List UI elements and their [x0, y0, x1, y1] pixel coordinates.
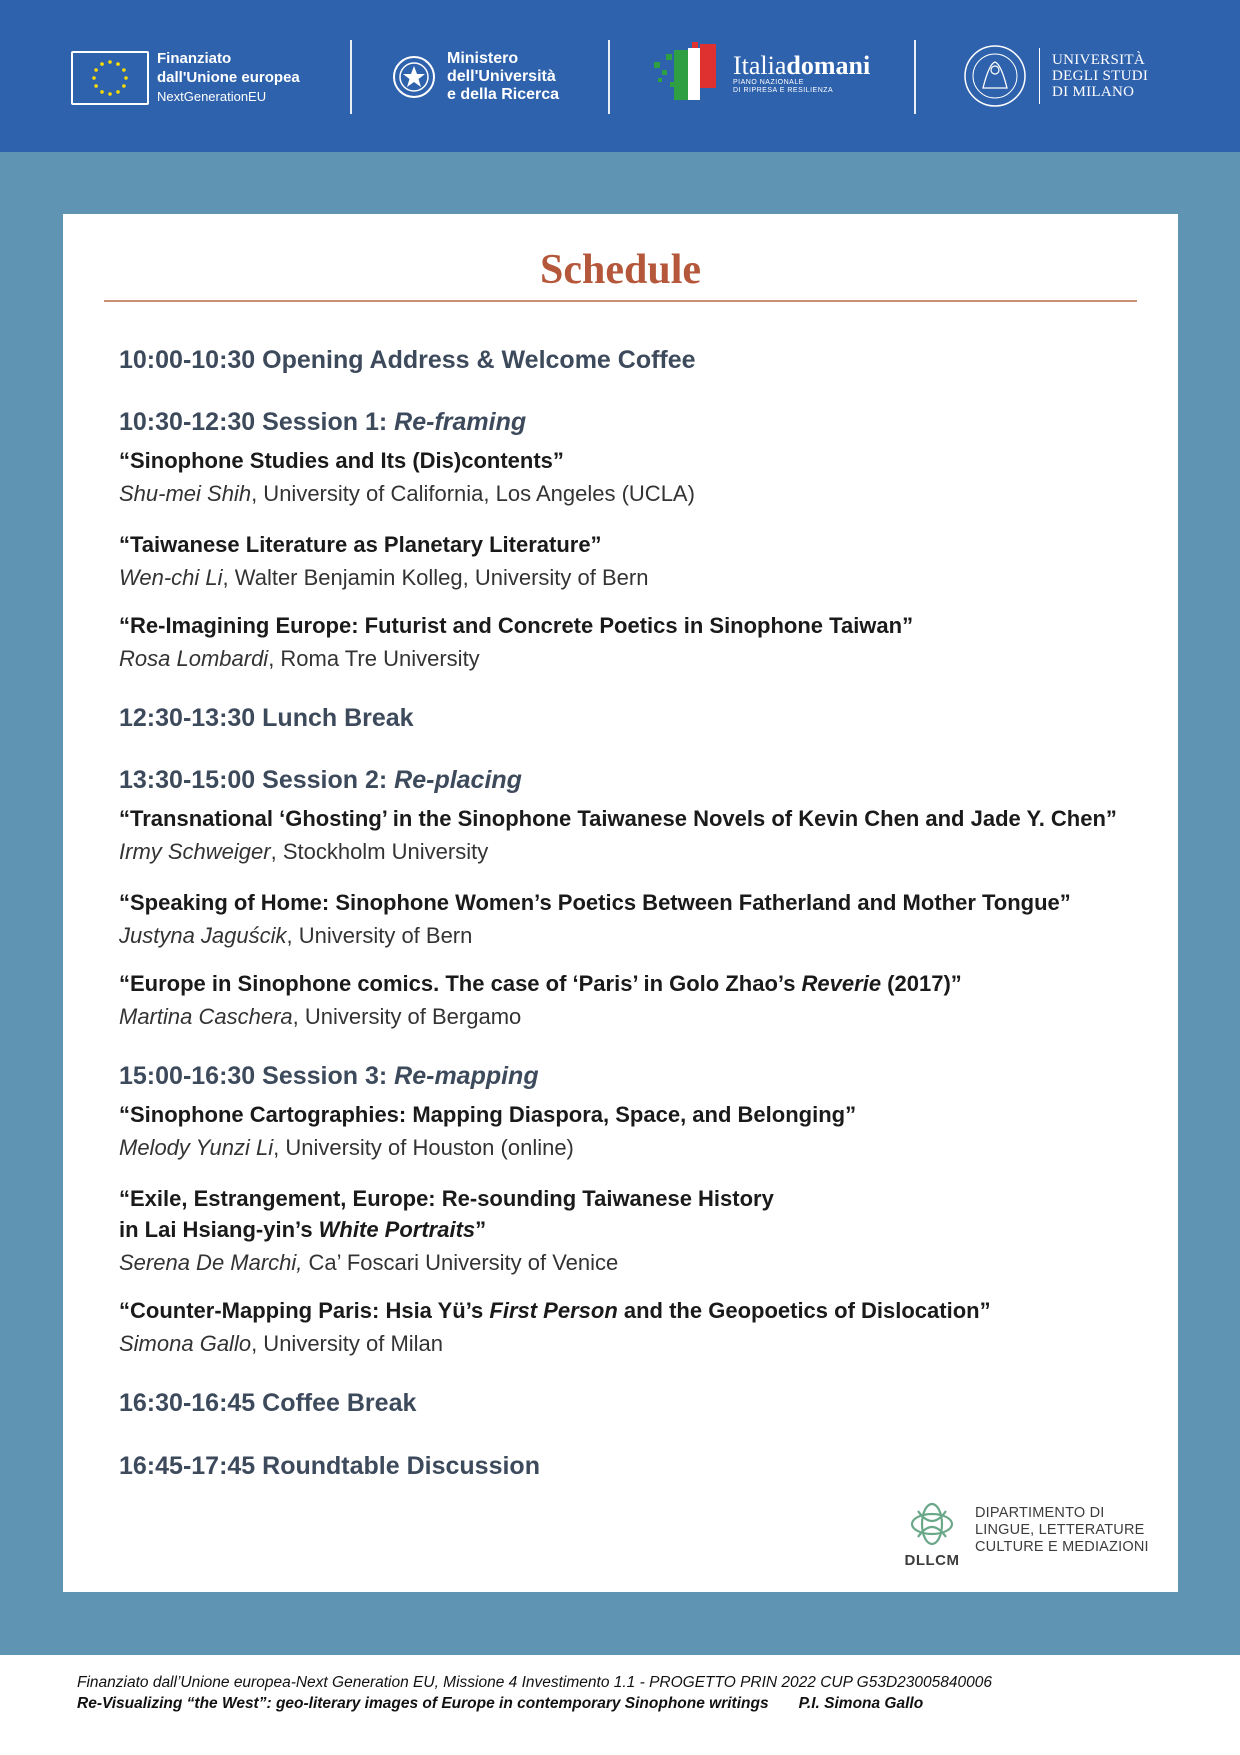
- dllcm-line3: CULTURE E MEDIAZIONI: [975, 1539, 1149, 1555]
- talk-speaker: Wen-chi Li, Walter Benjamin Kolleg, University of Bern: [119, 565, 649, 590]
- header-divider: [914, 40, 916, 114]
- unimi-line2: DEGLI STUDI: [1052, 68, 1149, 84]
- eu-line2: dall'Unione europea: [157, 69, 300, 86]
- talk-title: “Europe in Sinophone comics. The case of ‘Paris’ in Golo Zhao’s Reverie (2017)”: [119, 971, 962, 996]
- title-rule: [104, 300, 1137, 302]
- header-band: [0, 0, 1240, 152]
- slot-session-3: 15:00-16:30 Session 3: Re-mapping: [119, 1062, 539, 1090]
- unimi-logo: [963, 44, 1148, 108]
- talk-title: “Exile, Estrangement, Europe: Re-sounding Taiwanese History: [119, 1186, 774, 1211]
- page-title: Schedule: [539, 247, 702, 293]
- eu-line3: NextGenerationEU: [157, 89, 267, 104]
- dllcm-logo: [901, 1501, 1149, 1569]
- header-divider: [608, 40, 610, 114]
- ministry-emblem-icon: [391, 51, 437, 103]
- slot-session-2: 13:30-15:00 Session 2: Re-placing: [119, 766, 522, 794]
- ministry-logo: [391, 50, 559, 104]
- talk-speaker: Shu-mei Shih, University of California, Los Angeles (UCLA): [119, 481, 695, 506]
- eu-logo: [71, 49, 300, 106]
- slot-coffee: 16:30-16:45 Coffee Break: [119, 1389, 417, 1417]
- slot-session-1: 10:30-12:30 Session 1: Re-framing: [119, 408, 527, 436]
- talk-title: “Re-Imagining Europe: Futurist and Concrete Poetics in Sinophone Taiwan”: [119, 613, 914, 638]
- talk-speaker: Justyna Jaguścik, University of Bern: [119, 923, 473, 948]
- slot-lunch: 12:30-13:30 Lunch Break: [119, 704, 414, 732]
- dllcm-abbr: DLLCM: [904, 1552, 960, 1569]
- talk-title: “Speaking of Home: Sinophone Women’s Poetics Between Fatherland and Mother Tongue”: [119, 890, 1071, 915]
- ministry-line3: e della Ricerca: [447, 86, 560, 103]
- talk-speaker: Serena De Marchi, Ca’ Foscari University of Venice: [119, 1250, 619, 1275]
- schedule-card: [63, 214, 1178, 1592]
- italiadomani-sub2: DI RIPRESA E RESILIENZA: [733, 87, 834, 94]
- footer-project: Re-Visualizing “the West”: geo-literary images of Europe in contemporary Sinophone writings P.I. Simona Gallo: [77, 1695, 924, 1712]
- talk-speaker: Simona Gallo, University of Milan: [119, 1331, 444, 1356]
- unimi-separator: [1039, 48, 1040, 104]
- unimi-line3: DI MILANO: [1052, 84, 1135, 100]
- italiadomani-flag-icon: [652, 42, 727, 106]
- talk-title: “Counter-Mapping Paris: Hsia Yü’s First Person and the Geopoetics of Dislocation”: [119, 1298, 991, 1323]
- talk-title: “Sinophone Cartographies: Mapping Diaspora, Space, and Belonging”: [119, 1102, 857, 1127]
- talk-title: “Transnational ‘Ghosting’ in the Sinophone Taiwanese Novels of Kevin Chen and Jade Y. Chen”: [119, 806, 1117, 831]
- footer-funding: Finanziato dall’Unione europea-Next Generation EU, Missione 4 Investimento 1.1 - PROGETTO PRIN 2022 CUP G53D23005840006: [77, 1674, 992, 1691]
- talk-title: “Taiwanese Literature as Planetary Literature”: [119, 532, 602, 557]
- header-divider: [350, 40, 352, 114]
- slot-roundtable: 16:45-17:45 Roundtable Discussion: [119, 1452, 540, 1480]
- ministry-line1: Ministero: [447, 50, 519, 67]
- italiadomani-logo: [652, 42, 870, 106]
- eu-flag-icon: [71, 51, 149, 105]
- dllcm-line2: LINGUE, LETTERATURE: [975, 1522, 1145, 1538]
- dllcm-line1: DIPARTIMENTO DI: [975, 1505, 1105, 1521]
- dllcm-knot-icon: [904, 1501, 960, 1547]
- ministry-line2: dell'Università: [447, 68, 556, 85]
- eu-line1: Finanziato: [157, 50, 232, 67]
- unimi-line1: UNIVERSITÀ: [1052, 52, 1145, 68]
- unimi-seal-icon: [963, 44, 1027, 108]
- italiadomani-sub1: PIANO NAZIONALE: [733, 79, 804, 86]
- slot-opening: 10:00-10:30 Opening Address & Welcome Coffee: [119, 346, 696, 374]
- talk-speaker: Melody Yunzi Li, University of Houston (online): [119, 1135, 574, 1160]
- talk-title-cont: in Lai Hsiang-yin’s White Portraits”: [119, 1217, 487, 1242]
- footer: [0, 1655, 1240, 1755]
- talk-speaker: Rosa Lombardi, Roma Tre University: [119, 646, 480, 671]
- talk-title: “Sinophone Studies and Its (Dis)contents”: [119, 448, 564, 473]
- talk-speaker: Martina Caschera, University of Bergamo: [119, 1004, 522, 1029]
- italiadomani-name: Italiadomani: [733, 51, 871, 80]
- talk-speaker: Irmy Schweiger, Stockholm University: [119, 839, 489, 864]
